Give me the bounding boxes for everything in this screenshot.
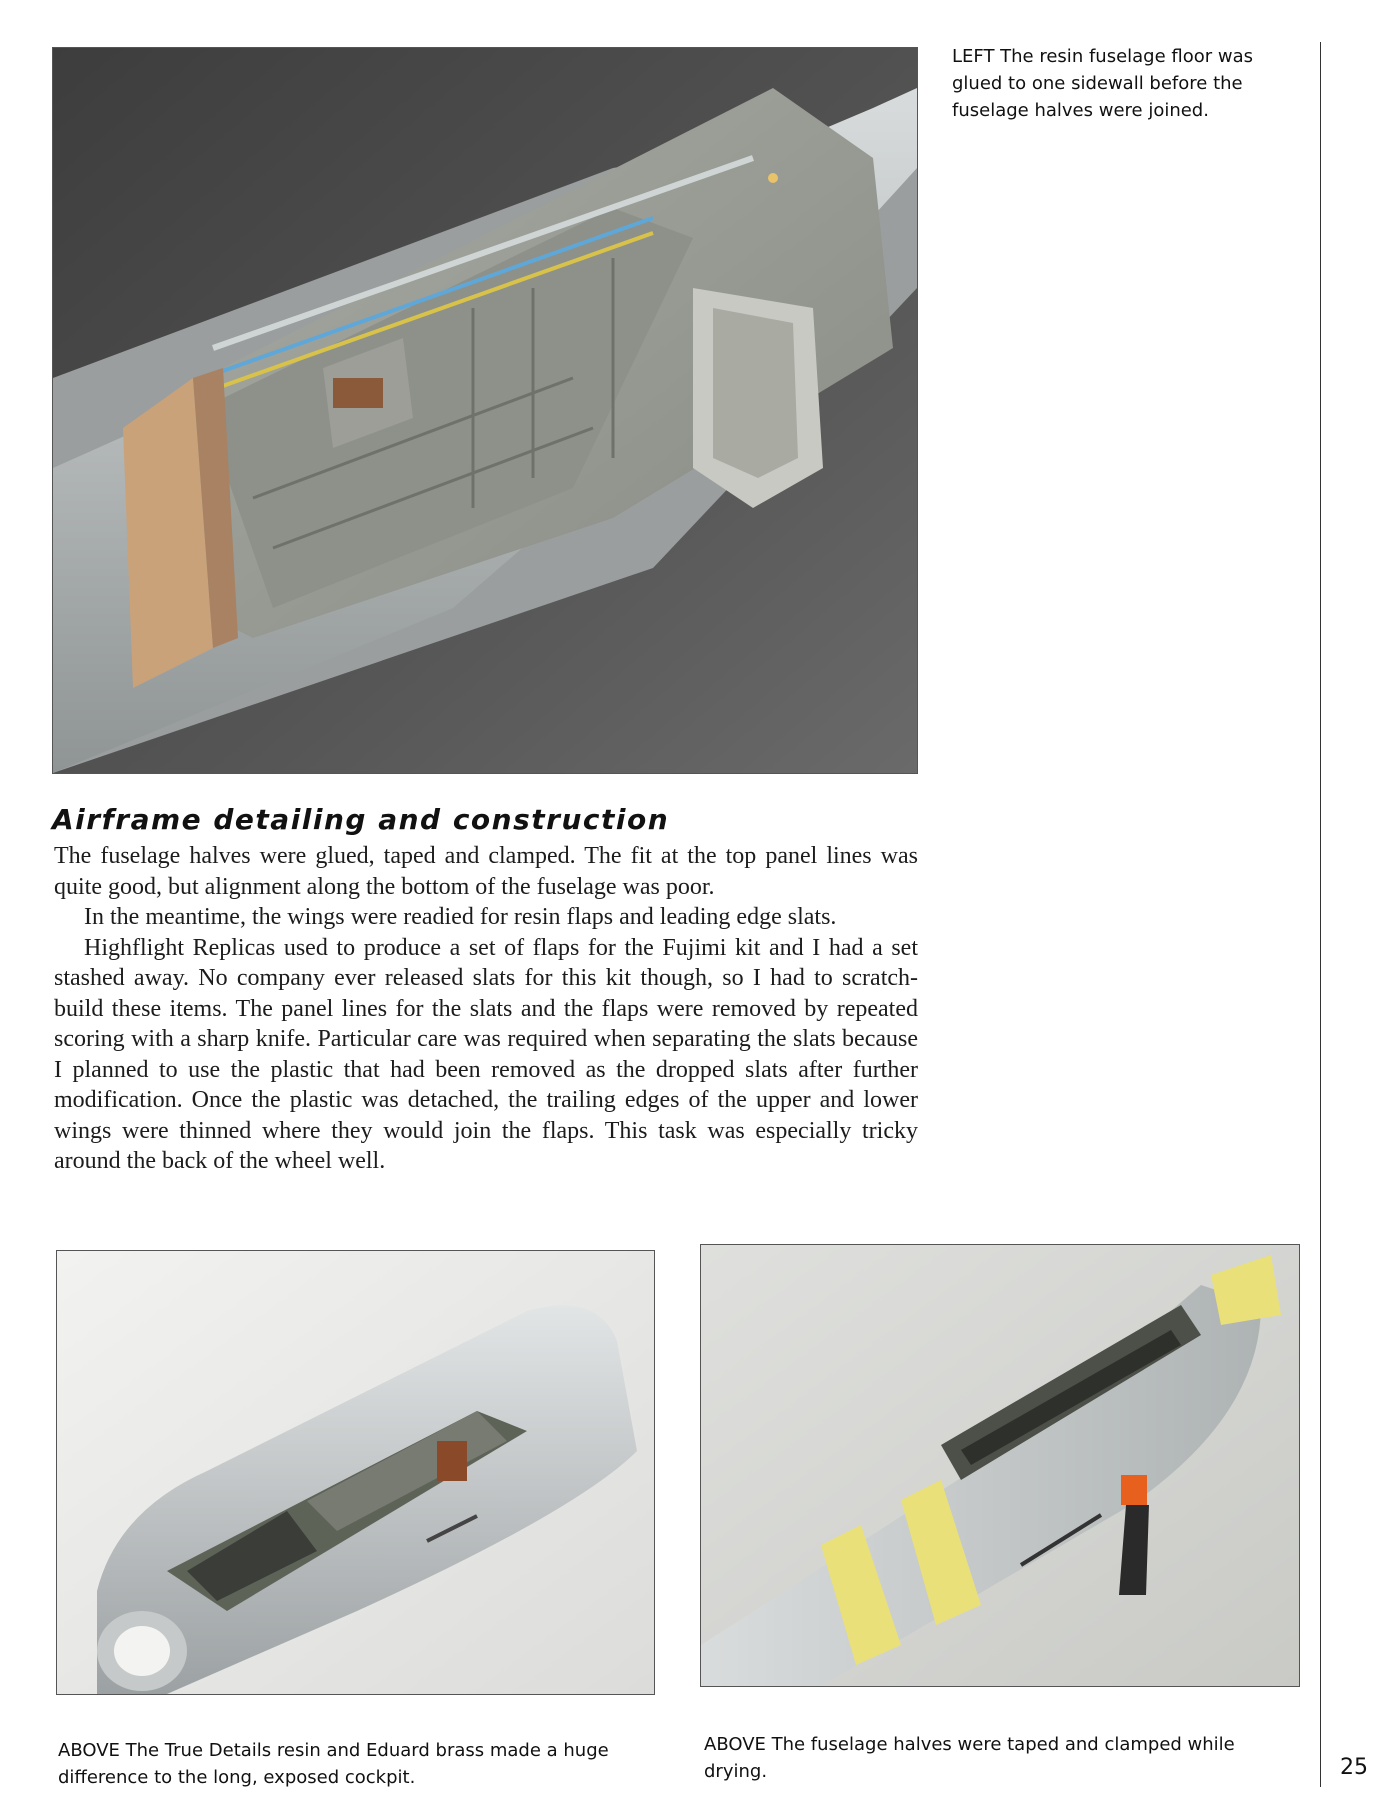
caption-exposed-cockpit: ABOVE The True Details resin and Eduard brass made a huge difference to the long, exposed cockpit. — [58, 1740, 609, 1788]
photo-taped-fuselage-image — [701, 1245, 1299, 1686]
section-heading: Airframe detailing and construction — [52, 803, 670, 836]
photo-taped-fuselage — [700, 1244, 1300, 1687]
body-paragraph: Highflight Replicas used to produce a set of flaps for the Fujimi kit and I had a set stashed away. No company ever released slats for this kit though, so I had to scratch-build these items. The panel lines for the slats and the flaps were removed by repeated scoring with a sharp knife. Particular care was required when separating the slats because I planned to use the plastic that had been removed as the dropped slats after further modification. Once the plastic was detached, the trailing edges of the upper and lower wings were thinned where they would join the flaps. This task was especially tricky around the back of the wheel well. — [54, 934, 918, 1174]
photo-exposed-cockpit — [56, 1250, 655, 1695]
caption-resin-fuselage-floor: LEFT The resin fuselage floor was glued to one sidewall before the fuselage halves were joined. — [952, 46, 1254, 121]
body-paragraph: In the meantime, the wings were readied for resin flaps and leading edge slats. — [84, 904, 837, 930]
caption-taped-fuselage: ABOVE The fuselage halves were taped and clamped while drying. — [704, 1734, 1235, 1782]
photo-resin-fuselage-floor-image — [53, 48, 917, 773]
photo-exposed-cockpit-image — [57, 1251, 654, 1694]
article-body — [54, 841, 918, 1177]
page-number: 25 — [1340, 1755, 1368, 1780]
photo-resin-fuselage-floor — [52, 47, 918, 774]
margin-rule — [1320, 42, 1321, 1787]
body-paragraph: The fuselage halves were glued, taped and clamped. The fit at the top panel lines was quite good, but alignment along the bottom of the fuselage was poor. — [54, 843, 918, 900]
